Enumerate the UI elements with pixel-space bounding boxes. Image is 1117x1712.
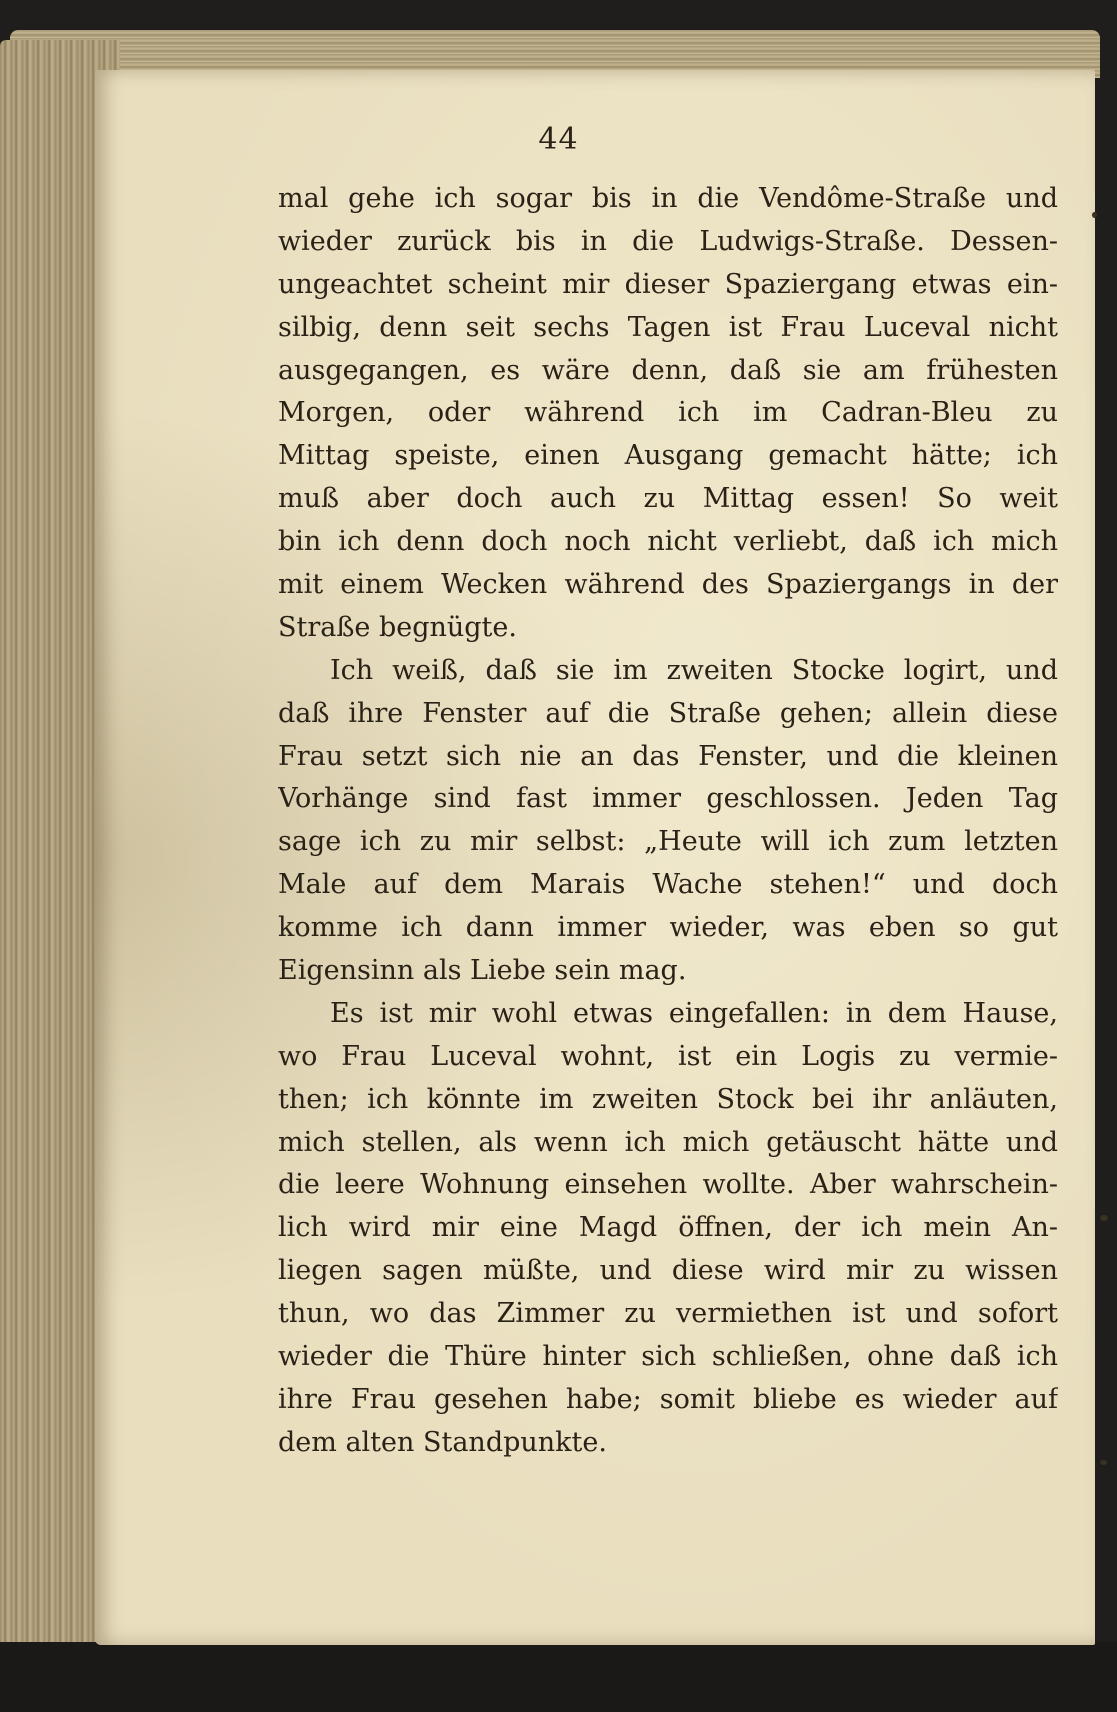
text-line: lich wird mir eine Magd öffnen, der ich mein An- xyxy=(278,1212,1058,1244)
text-line: Vorhänge sind fast immer geschlossen. Jeden Tag xyxy=(278,783,1058,815)
ink-speck xyxy=(1100,1460,1107,1465)
text-line: Ich weiß, daß sie im zweiten Stocke logirt, und xyxy=(330,654,1058,686)
text-line: Mittag speiste, einen Ausgang gemacht hätte; ich xyxy=(278,440,1058,472)
text-line: thun, wo das Zimmer zu vermiethen ist und sofort xyxy=(278,1298,1058,1330)
text-line: liegen sagen müßte, und diese wird mir zu wissen xyxy=(278,1255,1058,1287)
text-line: ausgegangen, es wäre denn, daß sie am frühesten xyxy=(278,354,1058,386)
text-line: sage ich zu mir selbst: „Heute will ich zum letzten xyxy=(278,826,1058,858)
text-line: komme ich dann immer wieder, was eben so gut xyxy=(278,912,1058,944)
text-line: mich stellen, als wenn ich mich getäuscht hätte und xyxy=(278,1126,1058,1158)
text-line: mit einem Wecken während des Spaziergangs in der xyxy=(278,569,1058,601)
text-line: mal gehe ich sogar bis in die Vendôme-Straße und xyxy=(278,183,1058,214)
text-line: then; ich könnte im zweiten Stock bei ihr anläuten, xyxy=(278,1083,1058,1115)
text-line: Es ist mir wohl etwas eingefallen: in dem Hause, xyxy=(330,997,1058,1029)
ink-speck xyxy=(1100,1215,1108,1221)
background xyxy=(0,1642,1117,1712)
text-line: ungeachtet scheint mir dieser Spaziergang etwas ein- xyxy=(278,268,1058,300)
text-line: Frau setzt sich nie an das Fenster, und die kleinen xyxy=(278,740,1058,772)
body-text xyxy=(278,178,1058,1465)
text-line: muß aber doch auch zu Mittag essen! So weit xyxy=(278,483,1058,515)
text-line: wieder zurück bis in die Ludwigs-Straße. Dessen- xyxy=(278,225,1058,257)
text-line: Eigensinn als Liebe sein mag. xyxy=(278,955,687,987)
text-line: dem alten Standpunkte. xyxy=(278,1426,607,1458)
text-line: Straße begnügte. xyxy=(278,611,517,643)
ink-speck xyxy=(1092,212,1097,218)
text-line: bin ich denn doch noch nicht verliebt, daß ich mich xyxy=(278,526,1058,558)
text-line: daß ihre Fenster auf die Straße gehen; allein diese xyxy=(278,697,1058,729)
text-line: die leere Wohnung einsehen wollte. Aber wahrschein- xyxy=(278,1169,1058,1201)
text-line: Male auf dem Marais Wache stehen!“ und doch xyxy=(278,869,1058,901)
text-line: wo Frau Luceval wohnt, ist ein Logis zu vermie- xyxy=(278,1040,1058,1072)
page-number: 44 xyxy=(538,122,579,157)
text-line: silbig, denn seit sechs Tagen ist Frau Luceval nicht xyxy=(278,311,1058,343)
text-line: wieder die Thüre hinter sich schließen, ohne daß ich xyxy=(278,1341,1058,1373)
text-line: Morgen, oder während ich im Cadran-Bleu zu xyxy=(278,397,1058,429)
text-line: ihre Frau gesehen habe; somit bliebe es wieder auf xyxy=(278,1383,1058,1415)
